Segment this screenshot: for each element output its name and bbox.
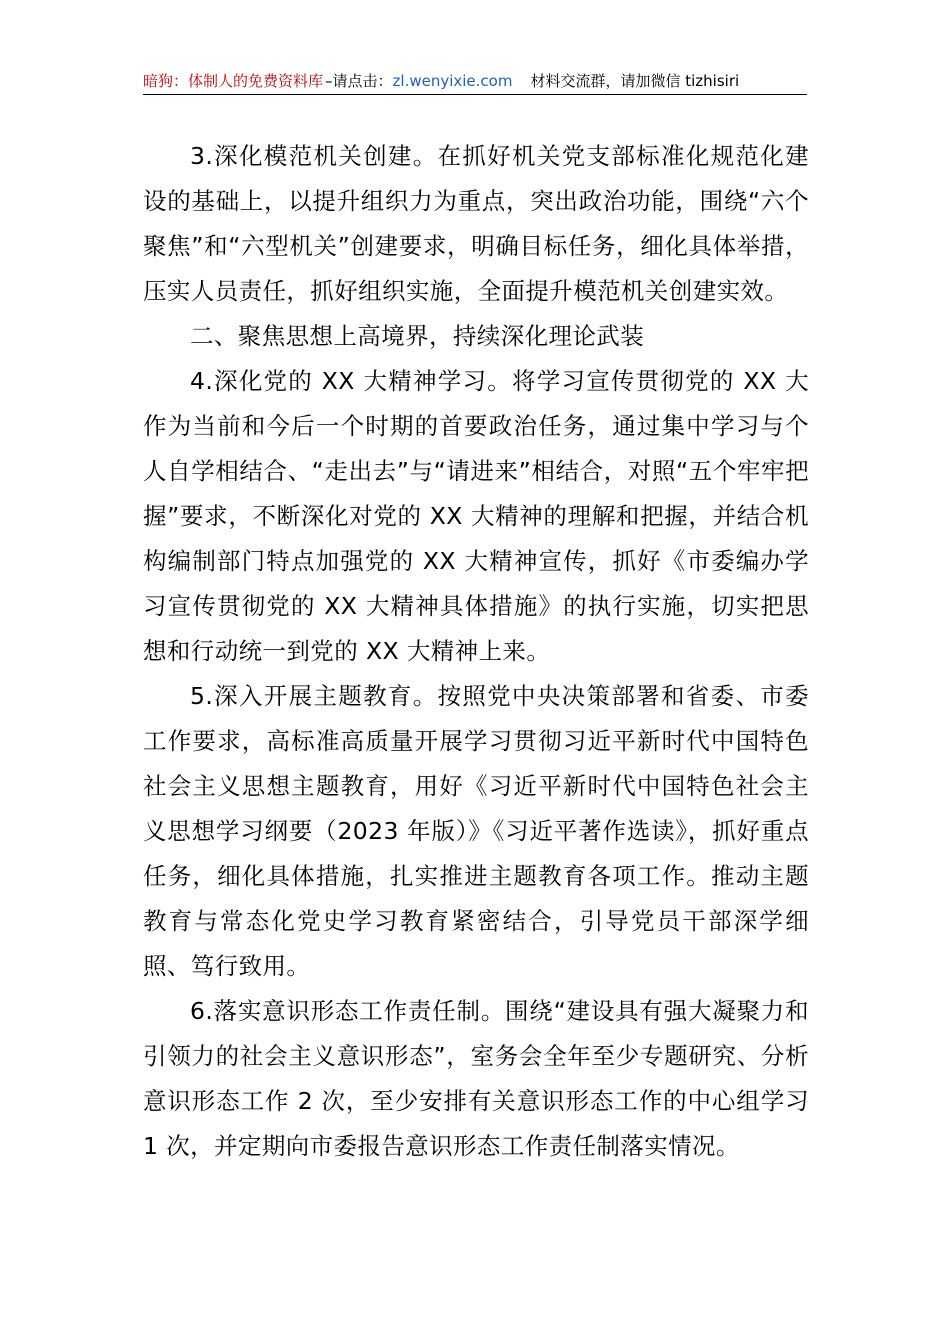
document-body <box>143 134 809 1169</box>
paragraph-section-6: 6.落实意识形态工作责任制。围绕“建设具有强大凝聚力和引领力的社会主义意识形态”，室务会全年至少专题研究、分析意识形态工作 2 次，至少安排有关意识形态工作的中心组学习 1 次，并定期向市委报告意识形态工作责任制落实情况。 <box>143 997 809 1160</box>
paragraph-section-5: 5.深入开展主题教育。按照党中央决策部署和省委、市委工作要求，高标准高质量开展学习贯彻习近平新时代中国特色社会主义思想主题教育，用好《习近平新时代中国特色社会主义思想学习纲要（2023 年版）》《习近平著作选读》，抓好重点任务，细化具体措施，扎实推进主题教育各项工作。推动主题教育与常态化党史学习教育紧密结合，引导党员干部深学细照、笃行致用。 <box>143 682 809 980</box>
header-link[interactable]: zl.wenyixie.com <box>392 72 513 90</box>
header-link-prefix: –请点击： <box>325 72 393 90</box>
header-brand: 暗狗：体制人的免费资料库 <box>143 72 324 90</box>
section-heading-2: 二、聚焦思想上高境界，持续深化理论武装 <box>190 322 645 350</box>
paragraph-section-4: 4.深化党的 XX 大精神学习。将学习宣传贯彻党的 XX 大作为当前和今后一个时期的首要政治任务，通过集中学习与个人自学相结合、“走出去”与“请进来”相结合，对照“五个牢牢把握”要求，不断深化对党的 XX 大精神的理解和把握，并结合机构编制部门特点加强党的 XX 大精神宣传，抓好《市委编办学习宣传贯彻党的 XX 大精神具体措施》的执行实施，切实把思想和行动统一到党的 XX 大精神上来。 <box>143 367 809 665</box>
paragraph-section-3: 3.深化模范机关创建。在抓好机关党支部标准化规范化建设的基础上，以提升组织力为重点，突出政治功能，围绕“六个聚焦”和“六型机关”创建要求，明确目标任务，细化具体举措，压实人员责任，抓好组织实施，全面提升模范机关创建实效。 <box>143 142 809 305</box>
page-header <box>143 68 807 95</box>
header-group-note: 材料交流群，请加微信 tizhisiri <box>530 72 740 90</box>
